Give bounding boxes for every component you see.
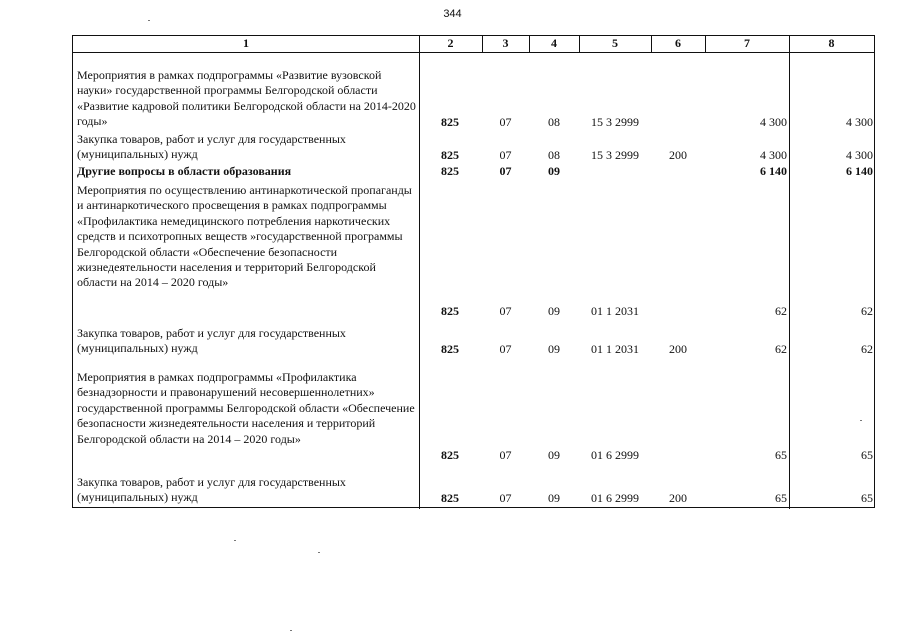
- cell-c7: 6 140: [760, 164, 787, 178]
- cell-c7: 4 300: [760, 148, 787, 162]
- cell-c3: 07: [499, 164, 512, 178]
- row-description: Другие вопросы в области образования: [77, 164, 292, 178]
- column-divider: [789, 36, 790, 509]
- cell-c6: 200: [669, 148, 687, 162]
- cell-c2: 825: [441, 148, 459, 162]
- header-cell-1: 1: [243, 36, 249, 50]
- row-description: Мероприятия по осуществлению антинаркотической пропаганды и антинаркотического просвещения в рамках подпрограммы «Профилактика немедицинского потребления наркотических средств и психотропных веществ »государственной программы Белгородской области «Обеспечение безопасности жизнедеятельности населения и территорий Белгородской области на 2014 – 2020 годы»: [77, 183, 412, 290]
- cell-c5: 01 1 2031: [591, 342, 639, 356]
- row-description: Закупка товаров, работ и услуг для государственных (муниципальных) нужд: [77, 475, 346, 505]
- budget-table: [72, 35, 875, 508]
- cell-c8: 62: [861, 342, 873, 356]
- cell-c7: 65: [775, 448, 787, 462]
- cell-c5: 15 3 2999: [591, 148, 639, 162]
- header-cell-6: 6: [675, 36, 681, 50]
- cell-c4: 09: [548, 491, 560, 505]
- scan-speck: [318, 552, 320, 553]
- cell-c2: 825: [441, 342, 459, 356]
- header-cell-8: 8: [828, 36, 835, 50]
- cell-c8: 62: [861, 304, 873, 318]
- cell-c7: 4 300: [760, 115, 787, 129]
- cell-c2: 825: [441, 164, 459, 178]
- header-cell-4: 4: [551, 36, 557, 50]
- header-cell-2: 2: [447, 36, 454, 50]
- scan-speck: [860, 420, 862, 421]
- cell-c5: 01 6 2999: [591, 448, 639, 462]
- cell-c4: 08: [548, 115, 560, 129]
- cell-c8: 65: [861, 448, 873, 462]
- cell-c6: 200: [669, 491, 687, 505]
- table-header: [73, 36, 874, 53]
- cell-c3: 07: [499, 115, 512, 129]
- cell-c7: 62: [775, 342, 787, 356]
- cell-c4: 08: [548, 148, 560, 162]
- cell-c3: 07: [499, 448, 512, 462]
- cell-c2: 825: [441, 115, 459, 129]
- row-description: Мероприятия в рамках подпрограммы «Развитие вузовской науки» государственной программы Белгородской области «Развитие кадровой политики Белгородской области на 2014-2020 годы»: [77, 68, 416, 129]
- cell-c3: 07: [499, 148, 512, 162]
- cell-c4: 09: [548, 304, 560, 318]
- column-divider: [579, 36, 580, 52]
- column-divider: [482, 36, 483, 52]
- cell-c7: 65: [775, 491, 787, 505]
- column-divider: [705, 36, 706, 52]
- scan-speck: [234, 540, 236, 541]
- header-cell-5: 5: [612, 36, 618, 50]
- cell-c8: 4 300: [846, 115, 873, 129]
- cell-c8: 6 140: [846, 164, 873, 178]
- cell-c6: 200: [669, 342, 687, 356]
- cell-c5: 01 6 2999: [591, 491, 639, 505]
- cell-c2: 825: [441, 304, 459, 318]
- cell-c8: 65: [861, 491, 873, 505]
- page-number: 344: [443, 8, 462, 20]
- row-description: Закупка товаров, работ и услуг для государственных (муниципальных) нужд: [77, 132, 346, 162]
- row-description: Закупка товаров, работ и услуг для государственных (муниципальных) нужд: [77, 326, 346, 356]
- cell-c5: 15 3 2999: [591, 115, 639, 129]
- row-description: Мероприятия в рамках подпрограммы «Профилактика безнадзорности и правонарушений несовершеннолетних» государственной программы Белгородской области «Обеспечение безопасности жизнедеятельности населения и территорий Белгородской области на 2014 – 2020 годы»: [77, 370, 415, 446]
- cell-c4: 09: [548, 448, 560, 462]
- scan-speck: [148, 20, 150, 21]
- column-divider: [529, 36, 530, 52]
- scan-speck: [290, 630, 292, 631]
- cell-c3: 07: [499, 342, 512, 356]
- cell-c7: 62: [775, 304, 787, 318]
- cell-c3: 07: [499, 304, 512, 318]
- header-cell-3: 3: [502, 36, 509, 50]
- cell-c2: 825: [441, 448, 459, 462]
- column-divider: [419, 36, 420, 509]
- cell-c3: 07: [499, 491, 512, 505]
- cell-c4: 09: [548, 342, 560, 356]
- header-cell-7: 7: [744, 36, 750, 50]
- column-divider: [651, 36, 652, 52]
- cell-c2: 825: [441, 491, 459, 505]
- cell-c8: 4 300: [846, 148, 873, 162]
- cell-c4: 09: [548, 164, 560, 178]
- cell-c5: 01 1 2031: [591, 304, 639, 318]
